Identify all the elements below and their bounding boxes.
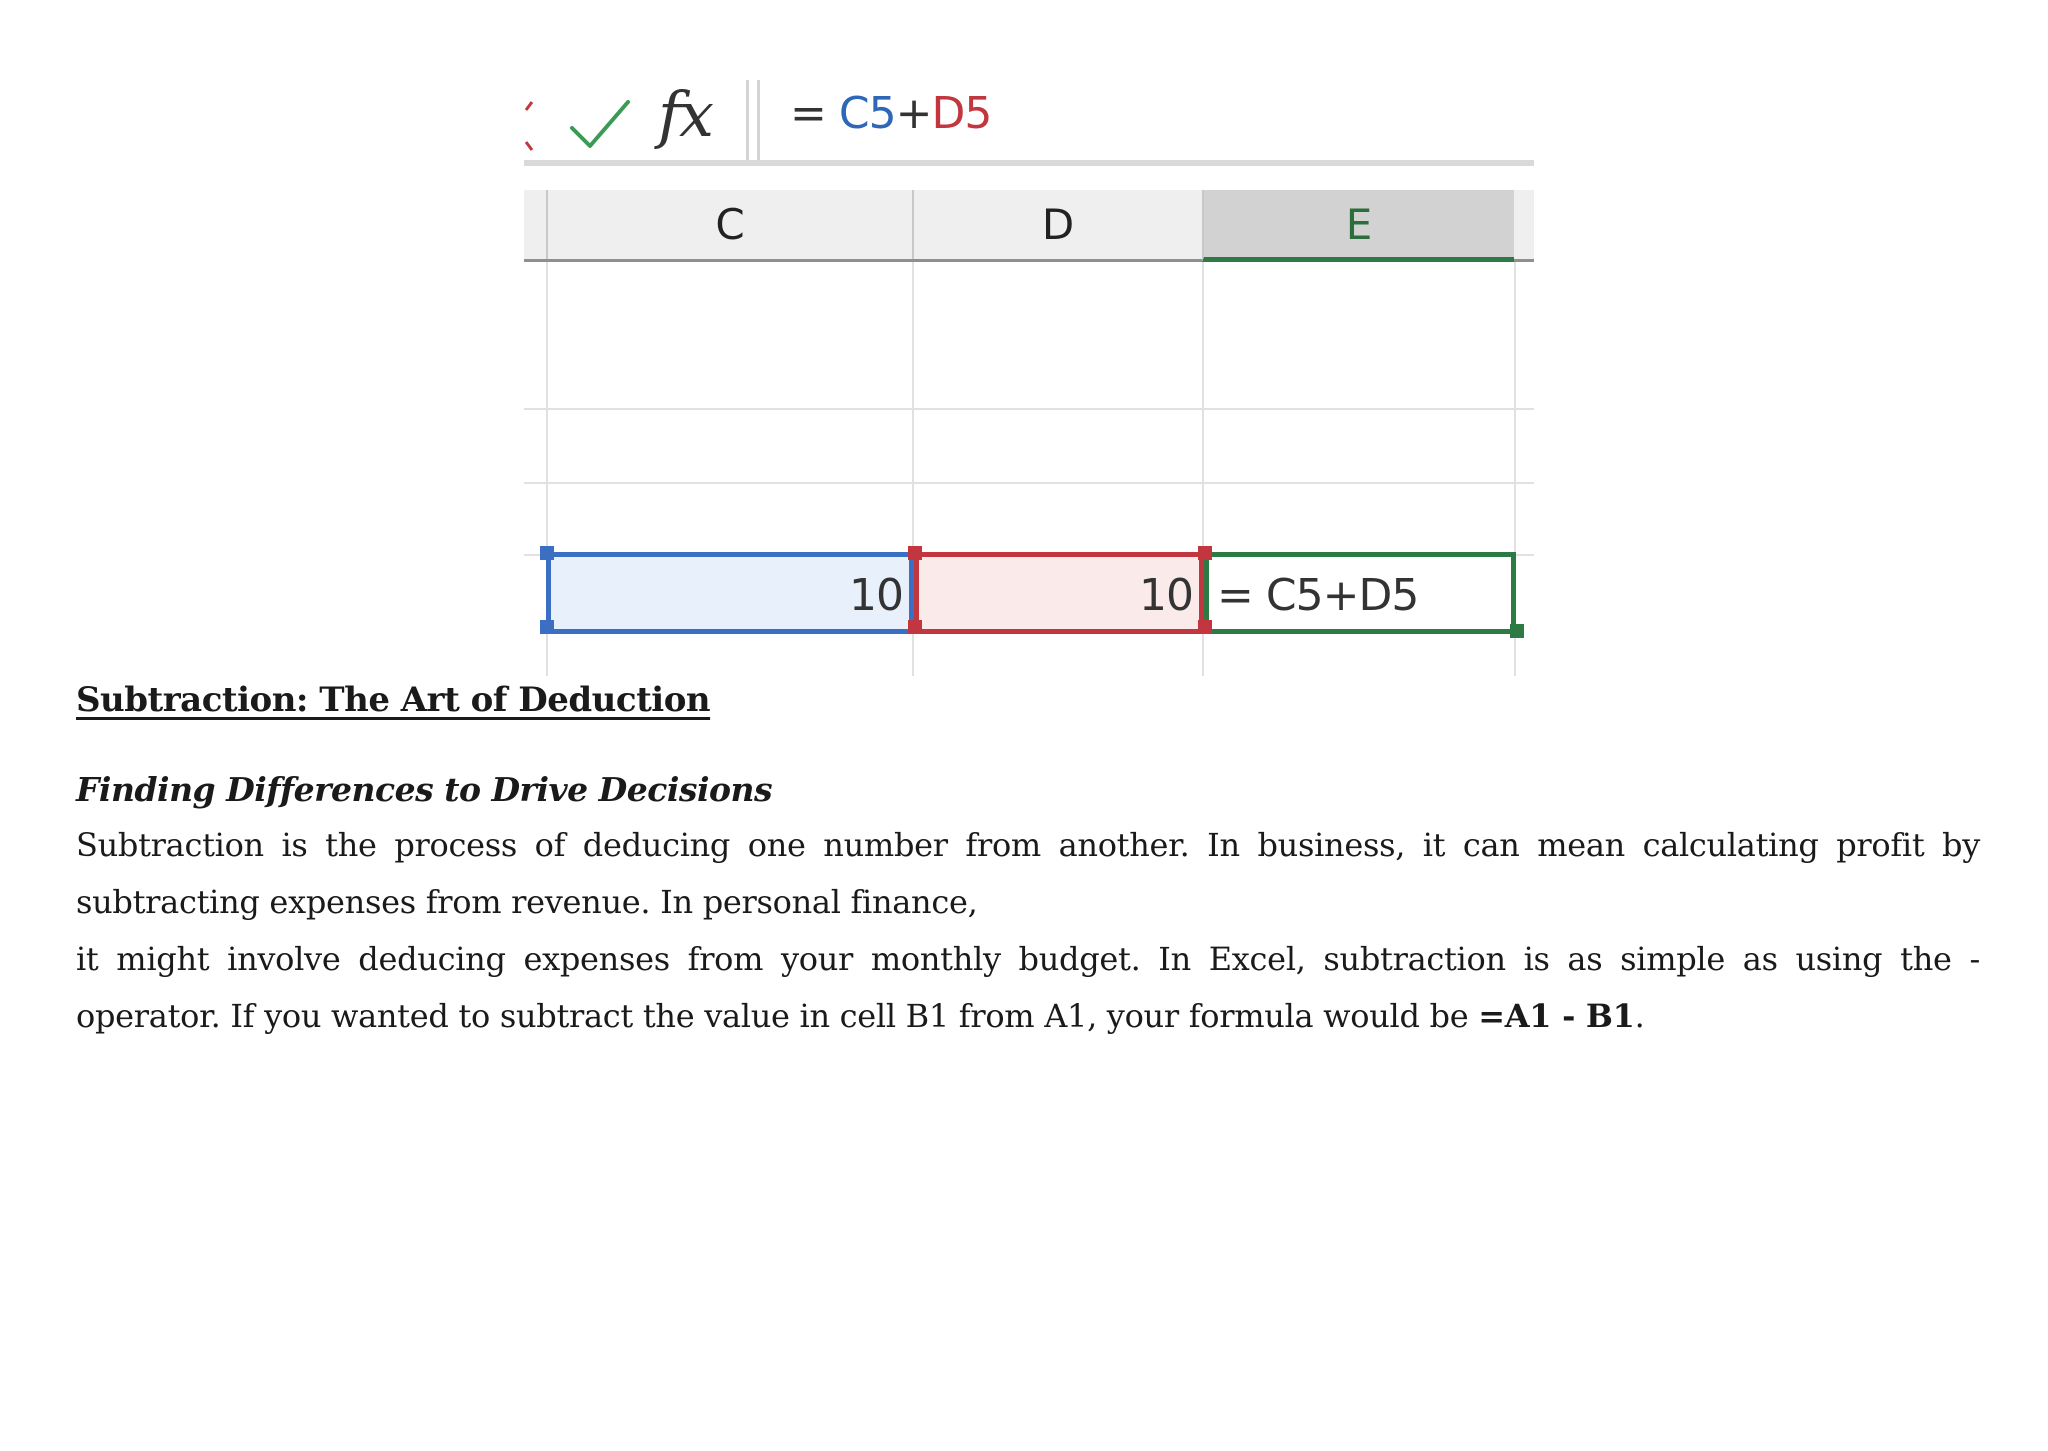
formula-prefix: = xyxy=(790,88,839,139)
formula-example: =A1 - B1 xyxy=(1478,997,1635,1035)
range-handle-d5-br[interactable] xyxy=(1198,620,1212,634)
formula-bar-border xyxy=(524,160,1534,166)
row-gridline xyxy=(524,482,1534,484)
range-handle-d5-tr[interactable] xyxy=(1198,546,1212,560)
formula-ref-d5: D5 xyxy=(931,88,992,139)
paragraph-2-end: . xyxy=(1634,997,1645,1035)
formula-input[interactable] xyxy=(790,88,991,139)
section-heading: Subtraction: The Art of Deduction xyxy=(76,680,711,720)
paragraph-1: Subtraction is the process of deducing one number from another. In business, it can mean calculating profit by subtracting expenses from revenue. In personal finance, xyxy=(76,826,1980,921)
range-handle-c5-tl[interactable] xyxy=(540,546,554,560)
formula-operator: + xyxy=(895,88,932,139)
column-headers xyxy=(524,190,1534,262)
formula-bar-divider xyxy=(746,80,760,164)
row-gridline xyxy=(524,408,1534,410)
paragraph-2 xyxy=(76,931,1980,1045)
column-header-c[interactable]: C xyxy=(546,190,912,259)
column-header-e[interactable]: E xyxy=(1202,190,1514,262)
insert-function-icon[interactable]: fx xyxy=(658,78,712,151)
cell-d5[interactable]: 10 xyxy=(914,552,1204,634)
range-handle-d5-tl[interactable] xyxy=(908,546,922,560)
fill-handle[interactable] xyxy=(1510,624,1524,638)
excel-screenshot xyxy=(524,76,1534,676)
paragraph-2-text: it might involve deducing expenses from your monthly budget. In Excel, subtraction is as simple as using the - operator. If you wanted to subtract the value in cell B1 from A1, your formula would be xyxy=(76,940,1980,1035)
section-subheading: Finding Differences to Drive Decisions xyxy=(76,770,773,809)
formula-bar xyxy=(524,76,1534,164)
cancel-icon[interactable] xyxy=(524,96,534,156)
check-icon[interactable] xyxy=(568,94,632,156)
document-body xyxy=(76,680,1980,1045)
column-header-d[interactable]: D xyxy=(912,190,1202,259)
cell-e5[interactable]: = C5+D5 xyxy=(1204,552,1516,634)
range-handle-d5-bl[interactable] xyxy=(908,620,922,634)
range-handle-c5-bl[interactable] xyxy=(540,620,554,634)
formula-ref-c5: C5 xyxy=(838,88,896,139)
cell-c5[interactable]: 10 xyxy=(546,552,914,634)
